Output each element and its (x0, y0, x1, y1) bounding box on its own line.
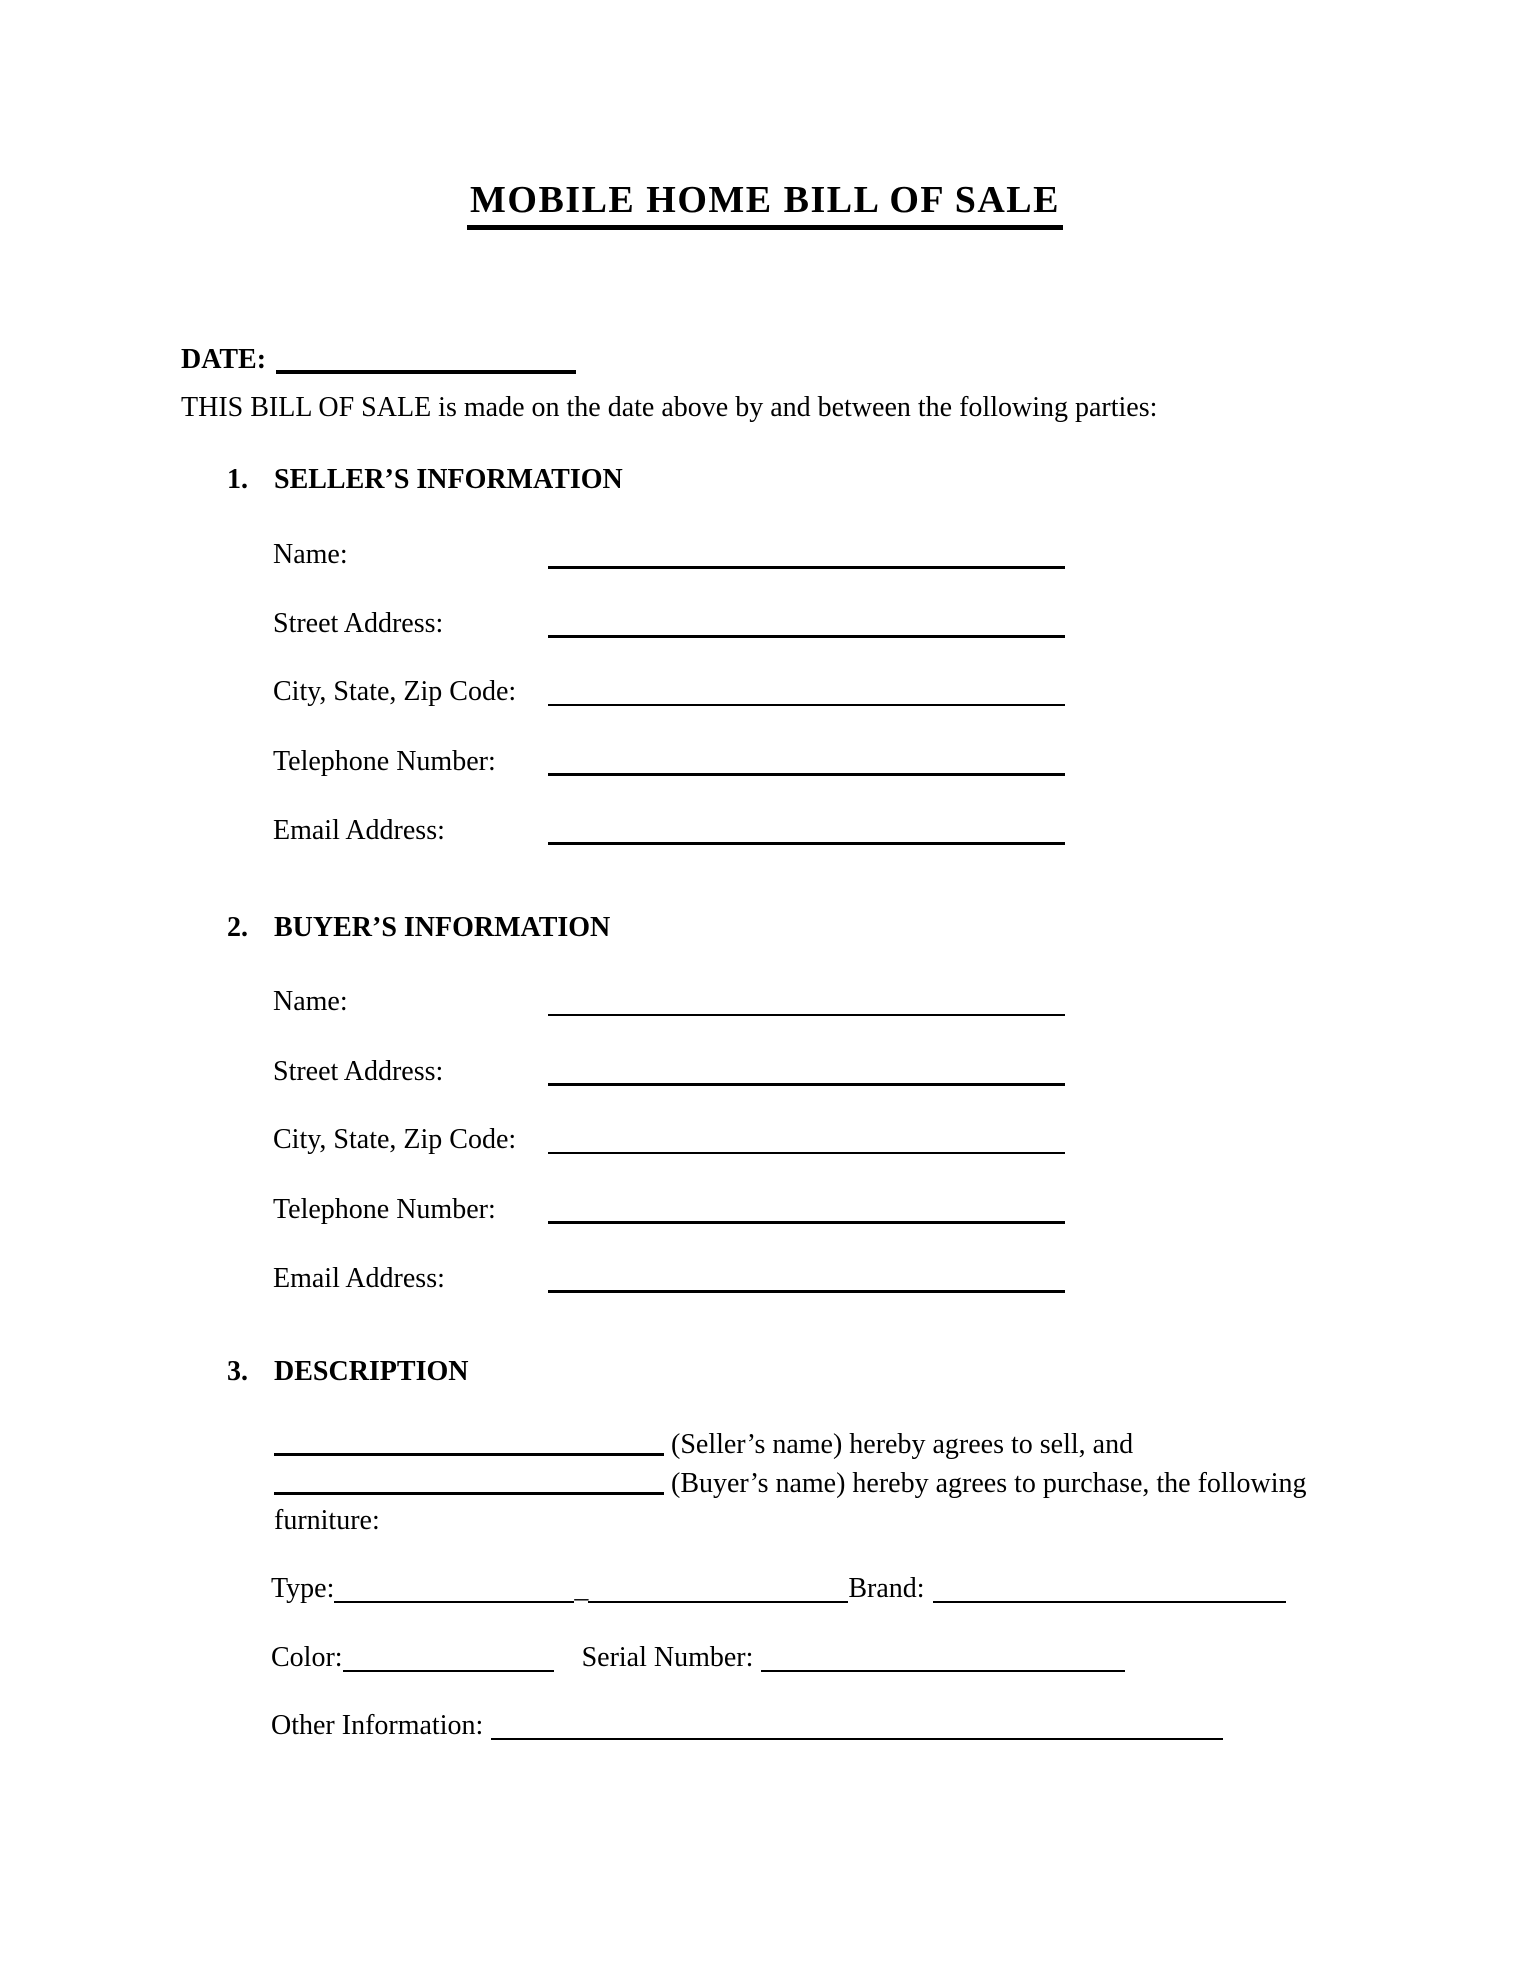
other-information-label: Other Information: (271, 1710, 484, 1741)
buyer-email-blank-field[interactable] (548, 1264, 1065, 1293)
description-furniture-line: furniture: (274, 1505, 380, 1536)
other-information-row (271, 1706, 1223, 1742)
intro-text: THIS BILL OF SALE is made on the date above by and between the following parties: (181, 392, 1158, 423)
brand-label: Brand: (848, 1573, 925, 1604)
buyer-city-label: City, State, Zip Code: (273, 1124, 517, 1155)
mid-underscore: _ (574, 1573, 589, 1604)
serial-number-label: Serial Number: (581, 1642, 754, 1673)
buyer-name-blank-field[interactable] (548, 988, 1065, 1016)
type-label: Type: (271, 1573, 335, 1604)
serial-number-blank-field[interactable] (761, 1644, 1125, 1672)
buyer-phone-row (273, 1189, 1065, 1258)
seller-city-label: City, State, Zip Code: (273, 676, 517, 707)
description-buyer-line (274, 1463, 1306, 1502)
buyer-email-row (273, 1258, 1065, 1327)
date-row (181, 338, 576, 376)
type-blank-field-2[interactable] (588, 1575, 848, 1603)
section-seller-heading: SELLER’S INFORMATION (274, 464, 623, 495)
color-blank-field[interactable] (343, 1644, 554, 1672)
seller-phone-row (273, 741, 1065, 810)
description-paragraph (274, 1424, 1306, 1539)
seller-phone-blank-field[interactable] (548, 747, 1065, 776)
seller-street-blank-field[interactable] (548, 609, 1065, 638)
buyer-city-row (273, 1120, 1065, 1189)
section-description-heading: DESCRIPTION (274, 1356, 469, 1387)
page-title: MOBILE HOME BILL OF SALE (467, 180, 1063, 230)
section-description-number: 3. (227, 1356, 248, 1387)
description-buyer-name-blank-field[interactable] (274, 1466, 664, 1495)
seller-name-label: Name: (273, 539, 348, 570)
seller-city-blank-field[interactable] (548, 678, 1065, 706)
title-bar (0, 180, 1530, 230)
seller-email-label: Email Address: (273, 815, 445, 846)
seller-email-blank-field[interactable] (548, 816, 1065, 845)
section-description-header (227, 1356, 468, 1388)
seller-city-row (273, 672, 1065, 741)
other-information-blank-field[interactable] (491, 1712, 1223, 1740)
section-buyer-number: 2. (227, 912, 248, 943)
buyer-street-label: Street Address: (273, 1056, 444, 1087)
description-seller-line (274, 1424, 1306, 1463)
section-buyer-header (227, 912, 610, 944)
buyer-city-blank-field[interactable] (548, 1126, 1065, 1154)
buyer-fields (273, 982, 1065, 1327)
description-seller-name-blank-field[interactable] (274, 1427, 664, 1456)
section-seller-header (227, 464, 623, 496)
seller-name-row (273, 534, 1065, 603)
buyer-email-label: Email Address: (273, 1263, 445, 1294)
buyer-phone-blank-field[interactable] (548, 1195, 1065, 1224)
buyer-street-row (273, 1051, 1065, 1120)
buyer-street-blank-field[interactable] (548, 1057, 1065, 1086)
seller-name-blank-field[interactable] (548, 540, 1065, 569)
color-label: Color: (271, 1642, 343, 1673)
seller-phone-label: Telephone Number: (273, 746, 496, 777)
seller-street-label: Street Address: (273, 608, 444, 639)
seller-fields (273, 534, 1065, 879)
type-brand-row (271, 1569, 1286, 1605)
brand-blank-field[interactable] (933, 1575, 1286, 1603)
section-buyer-heading: BUYER’S INFORMATION (274, 912, 611, 943)
buyer-phone-label: Telephone Number: (273, 1194, 496, 1225)
description-buyer-line-text: (Buyer’s name) hereby agrees to purchase, the following (671, 1468, 1307, 1499)
date-label: DATE: (181, 344, 267, 375)
date-blank-field[interactable] (276, 344, 576, 374)
seller-email-row (273, 810, 1065, 879)
type-blank-field[interactable] (334, 1575, 574, 1603)
color-serial-row (271, 1638, 1125, 1674)
description-seller-line-text: (Seller’s name) hereby agrees to sell, and (671, 1429, 1134, 1460)
buyer-name-label: Name: (273, 986, 348, 1017)
seller-street-row (273, 603, 1065, 672)
section-seller-number: 1. (227, 464, 248, 495)
buyer-name-row (273, 982, 1065, 1051)
